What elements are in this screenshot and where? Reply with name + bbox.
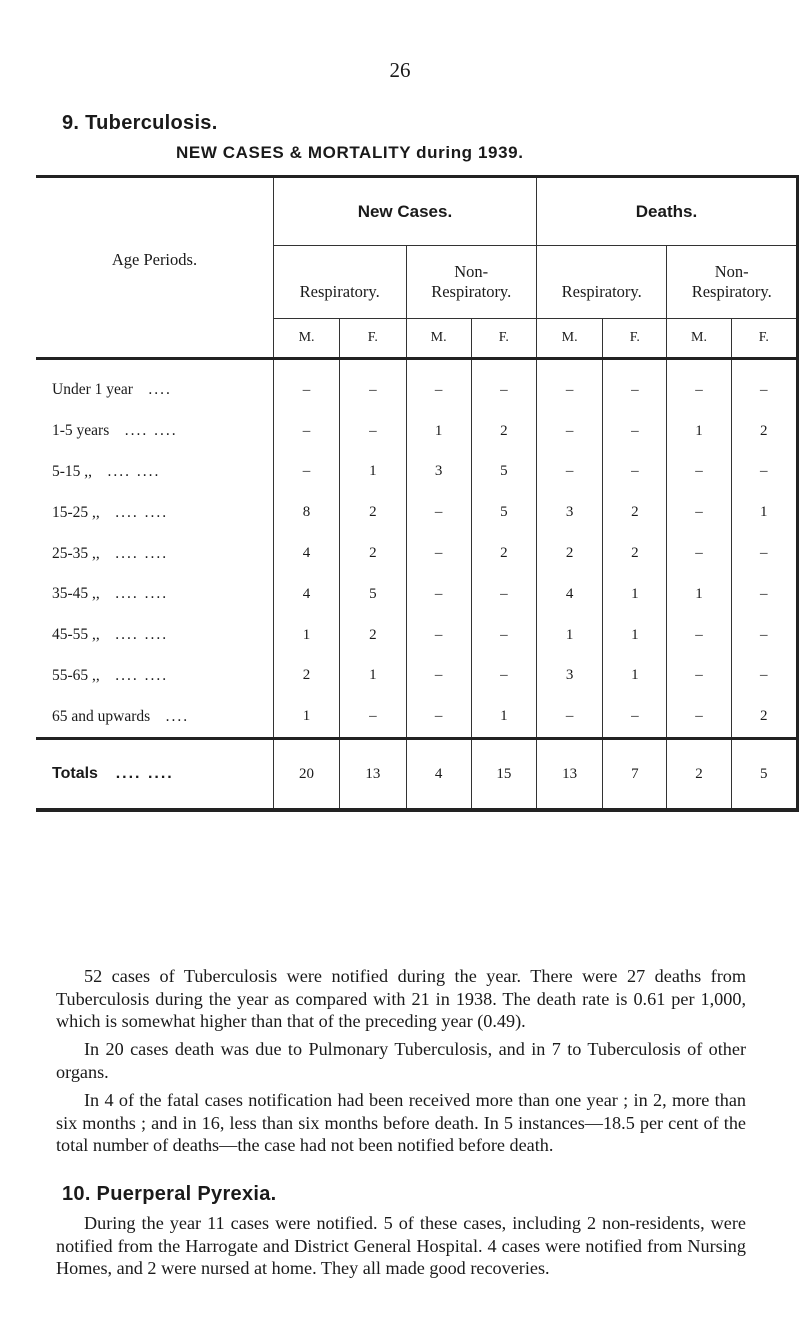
value-cell: 4 — [273, 574, 339, 615]
value-cell: 1 — [340, 656, 406, 697]
deaths-header: Deaths. — [536, 177, 797, 246]
table-row — [36, 574, 798, 615]
sex-header-m: M. — [667, 319, 731, 359]
page-number: 26 — [389, 58, 411, 82]
value-cell: – — [471, 359, 536, 411]
deaths-respiratory-header: Respiratory. — [536, 246, 666, 319]
value-cell: 2 — [471, 411, 536, 452]
value-cell: – — [471, 656, 536, 697]
age-period-cell: 65 and upwards .... — [36, 696, 273, 738]
new-non-respiratory-header: Non- Respiratory. — [406, 246, 536, 319]
value-cell: – — [731, 533, 797, 574]
table-row — [36, 533, 798, 574]
total-cell: 13 — [340, 739, 406, 811]
value-cell: 4 — [536, 574, 602, 615]
sex-header-f: F. — [731, 319, 797, 359]
value-cell: – — [406, 533, 471, 574]
tuberculosis-table — [36, 175, 799, 812]
total-cell: 7 — [603, 739, 667, 811]
total-cell: 15 — [471, 739, 536, 811]
value-cell: – — [536, 359, 602, 411]
value-cell: 5 — [471, 492, 536, 533]
value-cell: – — [667, 696, 731, 738]
value-cell: 2 — [536, 533, 602, 574]
value-cell: – — [667, 452, 731, 493]
value-cell: 5 — [471, 452, 536, 493]
value-cell: – — [667, 656, 731, 697]
value-cell: – — [731, 615, 797, 656]
value-cell: – — [406, 656, 471, 697]
paragraph-notification: In 4 of the fatal cases notification had been received more than one year ; in 2, more than six months ; and in 16, less than six months before death. In 5 instances—18.5 per cent of the total number of deaths—the case had not been notified before death. — [56, 1090, 746, 1155]
value-cell: 2 — [273, 656, 339, 697]
value-cell: 2 — [731, 411, 797, 452]
value-cell: 8 — [273, 492, 339, 533]
value-cell: – — [406, 574, 471, 615]
value-cell: 2 — [603, 533, 667, 574]
new-cases-header: New Cases. — [273, 177, 536, 246]
value-cell: 1 — [667, 411, 731, 452]
value-cell: 1 — [471, 696, 536, 738]
value-cell: 1 — [731, 492, 797, 533]
value-cell: 1 — [536, 615, 602, 656]
section-heading-puerperal-pyrexia: 10. Puerperal Pyrexia. — [62, 1183, 277, 1205]
value-cell: 2 — [340, 615, 406, 656]
table-row — [36, 452, 798, 493]
paragraph-death-rate: 52 cases of Tuberculosis were notified during the year. There were 27 deaths from Tuberculosis during the year as compared with 21 in 1938. The death rate is 0.61 per 1,000, which is somewhat higher than that of the preceding year (0.49). — [56, 966, 746, 1031]
age-period-cell: 35-45 ,, .... .... — [36, 574, 273, 615]
sex-header-f: F. — [340, 319, 406, 359]
paragraph-pulmonary: In 20 cases death was due to Pulmonary Tuberculosis, and in 7 to Tuberculosis of other organs. — [56, 1039, 746, 1082]
value-cell: – — [471, 615, 536, 656]
sex-header-m: M. — [406, 319, 471, 359]
age-period-cell: 25-35 ,, .... .... — [36, 533, 273, 574]
sex-header-f: F. — [471, 319, 536, 359]
value-cell: 1 — [340, 452, 406, 493]
value-cell: – — [471, 574, 536, 615]
value-cell: – — [667, 615, 731, 656]
value-cell: 2 — [603, 492, 667, 533]
table-row — [36, 615, 798, 656]
age-periods-header: Age Periods. — [36, 177, 273, 359]
value-cell: 3 — [406, 452, 471, 493]
value-cell: 2 — [471, 533, 536, 574]
value-cell: – — [667, 492, 731, 533]
value-cell: 1 — [406, 411, 471, 452]
value-cell: 2 — [340, 492, 406, 533]
value-cell: – — [731, 574, 797, 615]
value-cell: – — [536, 452, 602, 493]
value-cell: 1 — [273, 696, 339, 738]
value-cell: 1 — [603, 574, 667, 615]
total-cell: 2 — [667, 739, 731, 811]
value-cell: – — [603, 359, 667, 411]
sex-header-f: F. — [603, 319, 667, 359]
new-respiratory-header: Respiratory. — [273, 246, 406, 319]
sex-header-m: M. — [536, 319, 602, 359]
value-cell: – — [731, 452, 797, 493]
totals-row — [36, 739, 798, 811]
age-period-cell: 1-5 years .... .... — [36, 411, 273, 452]
age-period-cell: 55-65 ,, .... .... — [36, 656, 273, 697]
value-cell: 5 — [340, 574, 406, 615]
value-cell: – — [536, 411, 602, 452]
value-cell: – — [603, 452, 667, 493]
table-row — [36, 696, 798, 738]
value-cell: – — [603, 696, 667, 738]
value-cell: 1 — [603, 615, 667, 656]
value-cell: – — [340, 359, 406, 411]
age-period-cell: Under 1 year .... — [36, 359, 273, 411]
section-heading-tuberculosis: 9. Tuberculosis. — [62, 112, 218, 134]
value-cell: – — [406, 696, 471, 738]
total-cell: 13 — [536, 739, 602, 811]
deaths-non-respiratory-header: Non- Respiratory. — [667, 246, 798, 319]
total-cell: 20 — [273, 739, 339, 811]
value-cell: – — [667, 533, 731, 574]
total-cell: 5 — [731, 739, 797, 811]
value-cell: – — [273, 452, 339, 493]
value-cell: 2 — [731, 696, 797, 738]
age-period-cell: 15-25 ,, .... .... — [36, 492, 273, 533]
table-title: NEW CASES & MORTALITY during 1939. — [176, 143, 524, 162]
value-cell: 1 — [273, 615, 339, 656]
value-cell: – — [340, 696, 406, 738]
value-cell: 2 — [340, 533, 406, 574]
table-row — [36, 411, 798, 452]
value-cell: – — [406, 615, 471, 656]
total-cell: 4 — [406, 739, 471, 811]
value-cell: – — [340, 411, 406, 452]
value-cell: – — [406, 359, 471, 411]
value-cell: 1 — [603, 656, 667, 697]
totals-label: Totals .... .... — [36, 739, 273, 811]
age-period-cell: 45-55 ,, .... .... — [36, 615, 273, 656]
value-cell: – — [536, 696, 602, 738]
value-cell: – — [603, 411, 667, 452]
value-cell: – — [273, 411, 339, 452]
value-cell: – — [273, 359, 339, 411]
value-cell: – — [406, 492, 471, 533]
age-period-cell: 5-15 ,, .... .... — [36, 452, 273, 493]
sex-header-m: M. — [273, 319, 339, 359]
value-cell: 3 — [536, 656, 602, 697]
value-cell: – — [731, 359, 797, 411]
paragraph-puerperal: During the year 11 cases were notified. 5 of these cases, including 2 non-residents, were notified from the Harrogate and District General Hospital. 4 cases were notified from Nursing Homes, and 2 were nursed at home. They all made good recoveries. — [56, 1213, 746, 1278]
table-row — [36, 359, 798, 411]
table-row — [36, 656, 798, 697]
value-cell: – — [731, 656, 797, 697]
value-cell: 1 — [667, 574, 731, 615]
value-cell: – — [667, 359, 731, 411]
value-cell: 3 — [536, 492, 602, 533]
value-cell: 4 — [273, 533, 339, 574]
table-body — [36, 359, 798, 811]
table-row — [36, 492, 798, 533]
